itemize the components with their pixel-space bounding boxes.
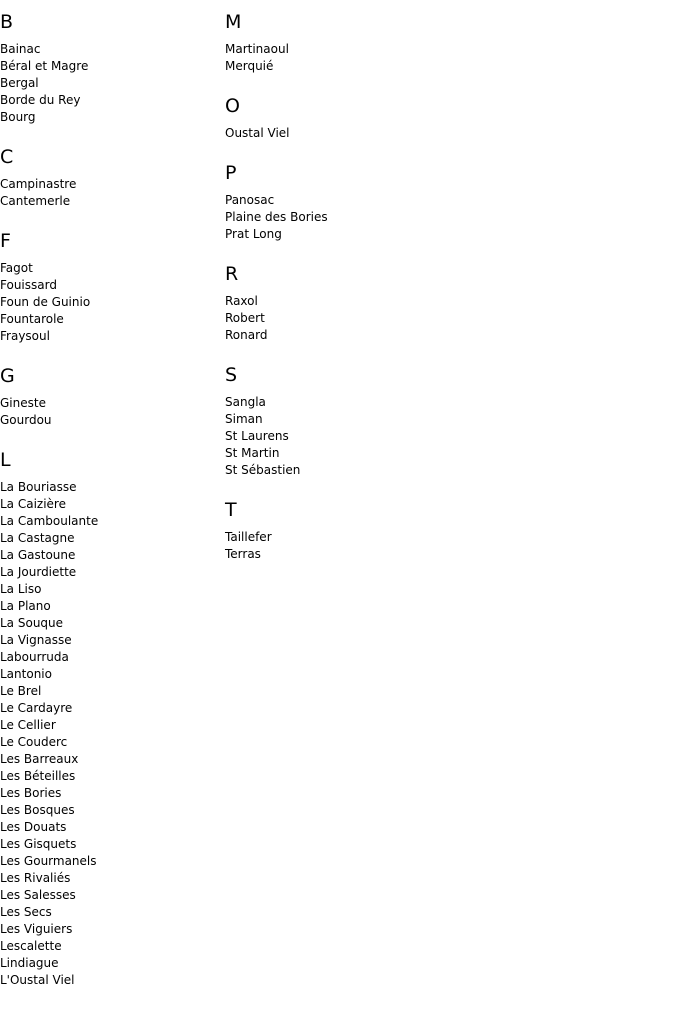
- place-list: [225, 192, 445, 243]
- place-list: [225, 41, 445, 75]
- place-link[interactable]: Foun de Guinio: [0, 295, 91, 309]
- letter-heading: G: [0, 365, 15, 387]
- place-link[interactable]: L'Oustal Viel: [0, 973, 75, 987]
- letter-heading: O: [225, 95, 240, 117]
- place-list: [225, 293, 445, 344]
- place-link[interactable]: La Gastoune: [0, 548, 76, 562]
- place-link[interactable]: Le Couderc: [0, 735, 68, 749]
- place-link[interactable]: Labourruda: [0, 650, 69, 664]
- letter-heading: B: [0, 11, 14, 33]
- place-link[interactable]: La Camboulante: [0, 514, 99, 528]
- place-link[interactable]: Fountarole: [0, 312, 64, 326]
- place-link[interactable]: Les Secs: [0, 905, 52, 919]
- place-link[interactable]: Les Bories: [0, 786, 62, 800]
- place-list: [225, 529, 445, 563]
- letter-group-p: [225, 162, 445, 243]
- place-link[interactable]: Fagot: [0, 261, 33, 275]
- letter-heading: F: [0, 230, 11, 252]
- place-link[interactable]: Les Salesses: [0, 888, 76, 902]
- letter-group-m: [225, 11, 445, 75]
- index-column-left: [0, 11, 220, 1009]
- place-link[interactable]: La Souque: [0, 616, 64, 630]
- place-link[interactable]: Lantonio: [0, 667, 52, 681]
- place-link[interactable]: Le Brel: [0, 684, 42, 698]
- letter-heading: C: [0, 146, 14, 168]
- place-link[interactable]: Martinaoul: [225, 42, 289, 56]
- place-link[interactable]: Oustal Viel: [225, 126, 290, 140]
- place-link[interactable]: La Caizière: [0, 497, 66, 511]
- place-link[interactable]: St Martin: [225, 446, 280, 460]
- place-link[interactable]: Les Rivaliés: [0, 871, 71, 885]
- letter-heading: M: [225, 11, 242, 33]
- letter-heading: P: [225, 162, 237, 184]
- place-link[interactable]: Plaine des Bories: [225, 210, 328, 224]
- place-list: [0, 41, 220, 126]
- place-link[interactable]: Bourg: [0, 110, 36, 124]
- letter-group-c: [0, 146, 220, 210]
- place-link[interactable]: Terras: [225, 547, 261, 561]
- place-link[interactable]: La Liso: [0, 582, 42, 596]
- letter-heading: L: [0, 449, 11, 471]
- place-link[interactable]: Robert: [225, 311, 265, 325]
- place-list: [0, 176, 220, 210]
- place-link[interactable]: Borde du Rey: [0, 93, 81, 107]
- letter-group-t: [225, 499, 445, 563]
- letter-group-b: [0, 11, 220, 126]
- letter-group-l: [0, 449, 220, 989]
- place-list: [0, 260, 220, 345]
- place-link[interactable]: Merquié: [225, 59, 274, 73]
- letter-heading: T: [225, 499, 237, 521]
- place-link[interactable]: La Vignasse: [0, 633, 72, 647]
- place-link[interactable]: La Castagne: [0, 531, 75, 545]
- place-link[interactable]: St Laurens: [225, 429, 289, 443]
- letter-group-r: [225, 263, 445, 344]
- place-link[interactable]: Les Gisquets: [0, 837, 77, 851]
- place-link[interactable]: Le Cardayre: [0, 701, 73, 715]
- place-link[interactable]: Les Barreaux: [0, 752, 79, 766]
- index-column-right: [225, 11, 445, 583]
- place-link[interactable]: Bergal: [0, 76, 39, 90]
- place-link[interactable]: Panosac: [225, 193, 275, 207]
- place-link[interactable]: Campinastre: [0, 177, 77, 191]
- place-list: [0, 479, 220, 989]
- letter-heading: R: [225, 263, 239, 285]
- place-link[interactable]: Lindiague: [0, 956, 59, 970]
- place-list: [225, 125, 445, 142]
- place-link[interactable]: La Jourdiette: [0, 565, 77, 579]
- place-link[interactable]: Taillefer: [225, 530, 272, 544]
- place-link[interactable]: Siman: [225, 412, 263, 426]
- place-link[interactable]: Fouissard: [0, 278, 57, 292]
- place-link[interactable]: Ronard: [225, 328, 268, 342]
- place-link[interactable]: Prat Long: [225, 227, 282, 241]
- letter-heading: S: [225, 364, 238, 386]
- place-list: [225, 394, 445, 479]
- place-link[interactable]: Les Bosques: [0, 803, 75, 817]
- place-link[interactable]: Les Gourmanels: [0, 854, 97, 868]
- place-link[interactable]: Bainac: [0, 42, 41, 56]
- place-link[interactable]: Lescalette: [0, 939, 62, 953]
- place-link[interactable]: Les Béteilles: [0, 769, 76, 783]
- place-link[interactable]: Raxol: [225, 294, 258, 308]
- place-link[interactable]: St Sébastien: [225, 463, 301, 477]
- place-link[interactable]: Cantemerle: [0, 194, 71, 208]
- place-link[interactable]: Le Cellier: [0, 718, 56, 732]
- place-link[interactable]: La Plano: [0, 599, 51, 613]
- place-link[interactable]: Sangla: [225, 395, 266, 409]
- place-link[interactable]: Fraysoul: [0, 329, 50, 343]
- place-link[interactable]: Les Viguiers: [0, 922, 73, 936]
- place-link[interactable]: Béral et Magre: [0, 59, 89, 73]
- letter-group-f: [0, 230, 220, 345]
- letter-group-o: [225, 95, 445, 142]
- letter-group-s: [225, 364, 445, 479]
- place-link[interactable]: La Bouriasse: [0, 480, 77, 494]
- place-link[interactable]: Gineste: [0, 396, 46, 410]
- place-list: [0, 395, 220, 429]
- place-link[interactable]: Gourdou: [0, 413, 52, 427]
- letter-group-g: [0, 365, 220, 429]
- place-link[interactable]: Les Douats: [0, 820, 67, 834]
